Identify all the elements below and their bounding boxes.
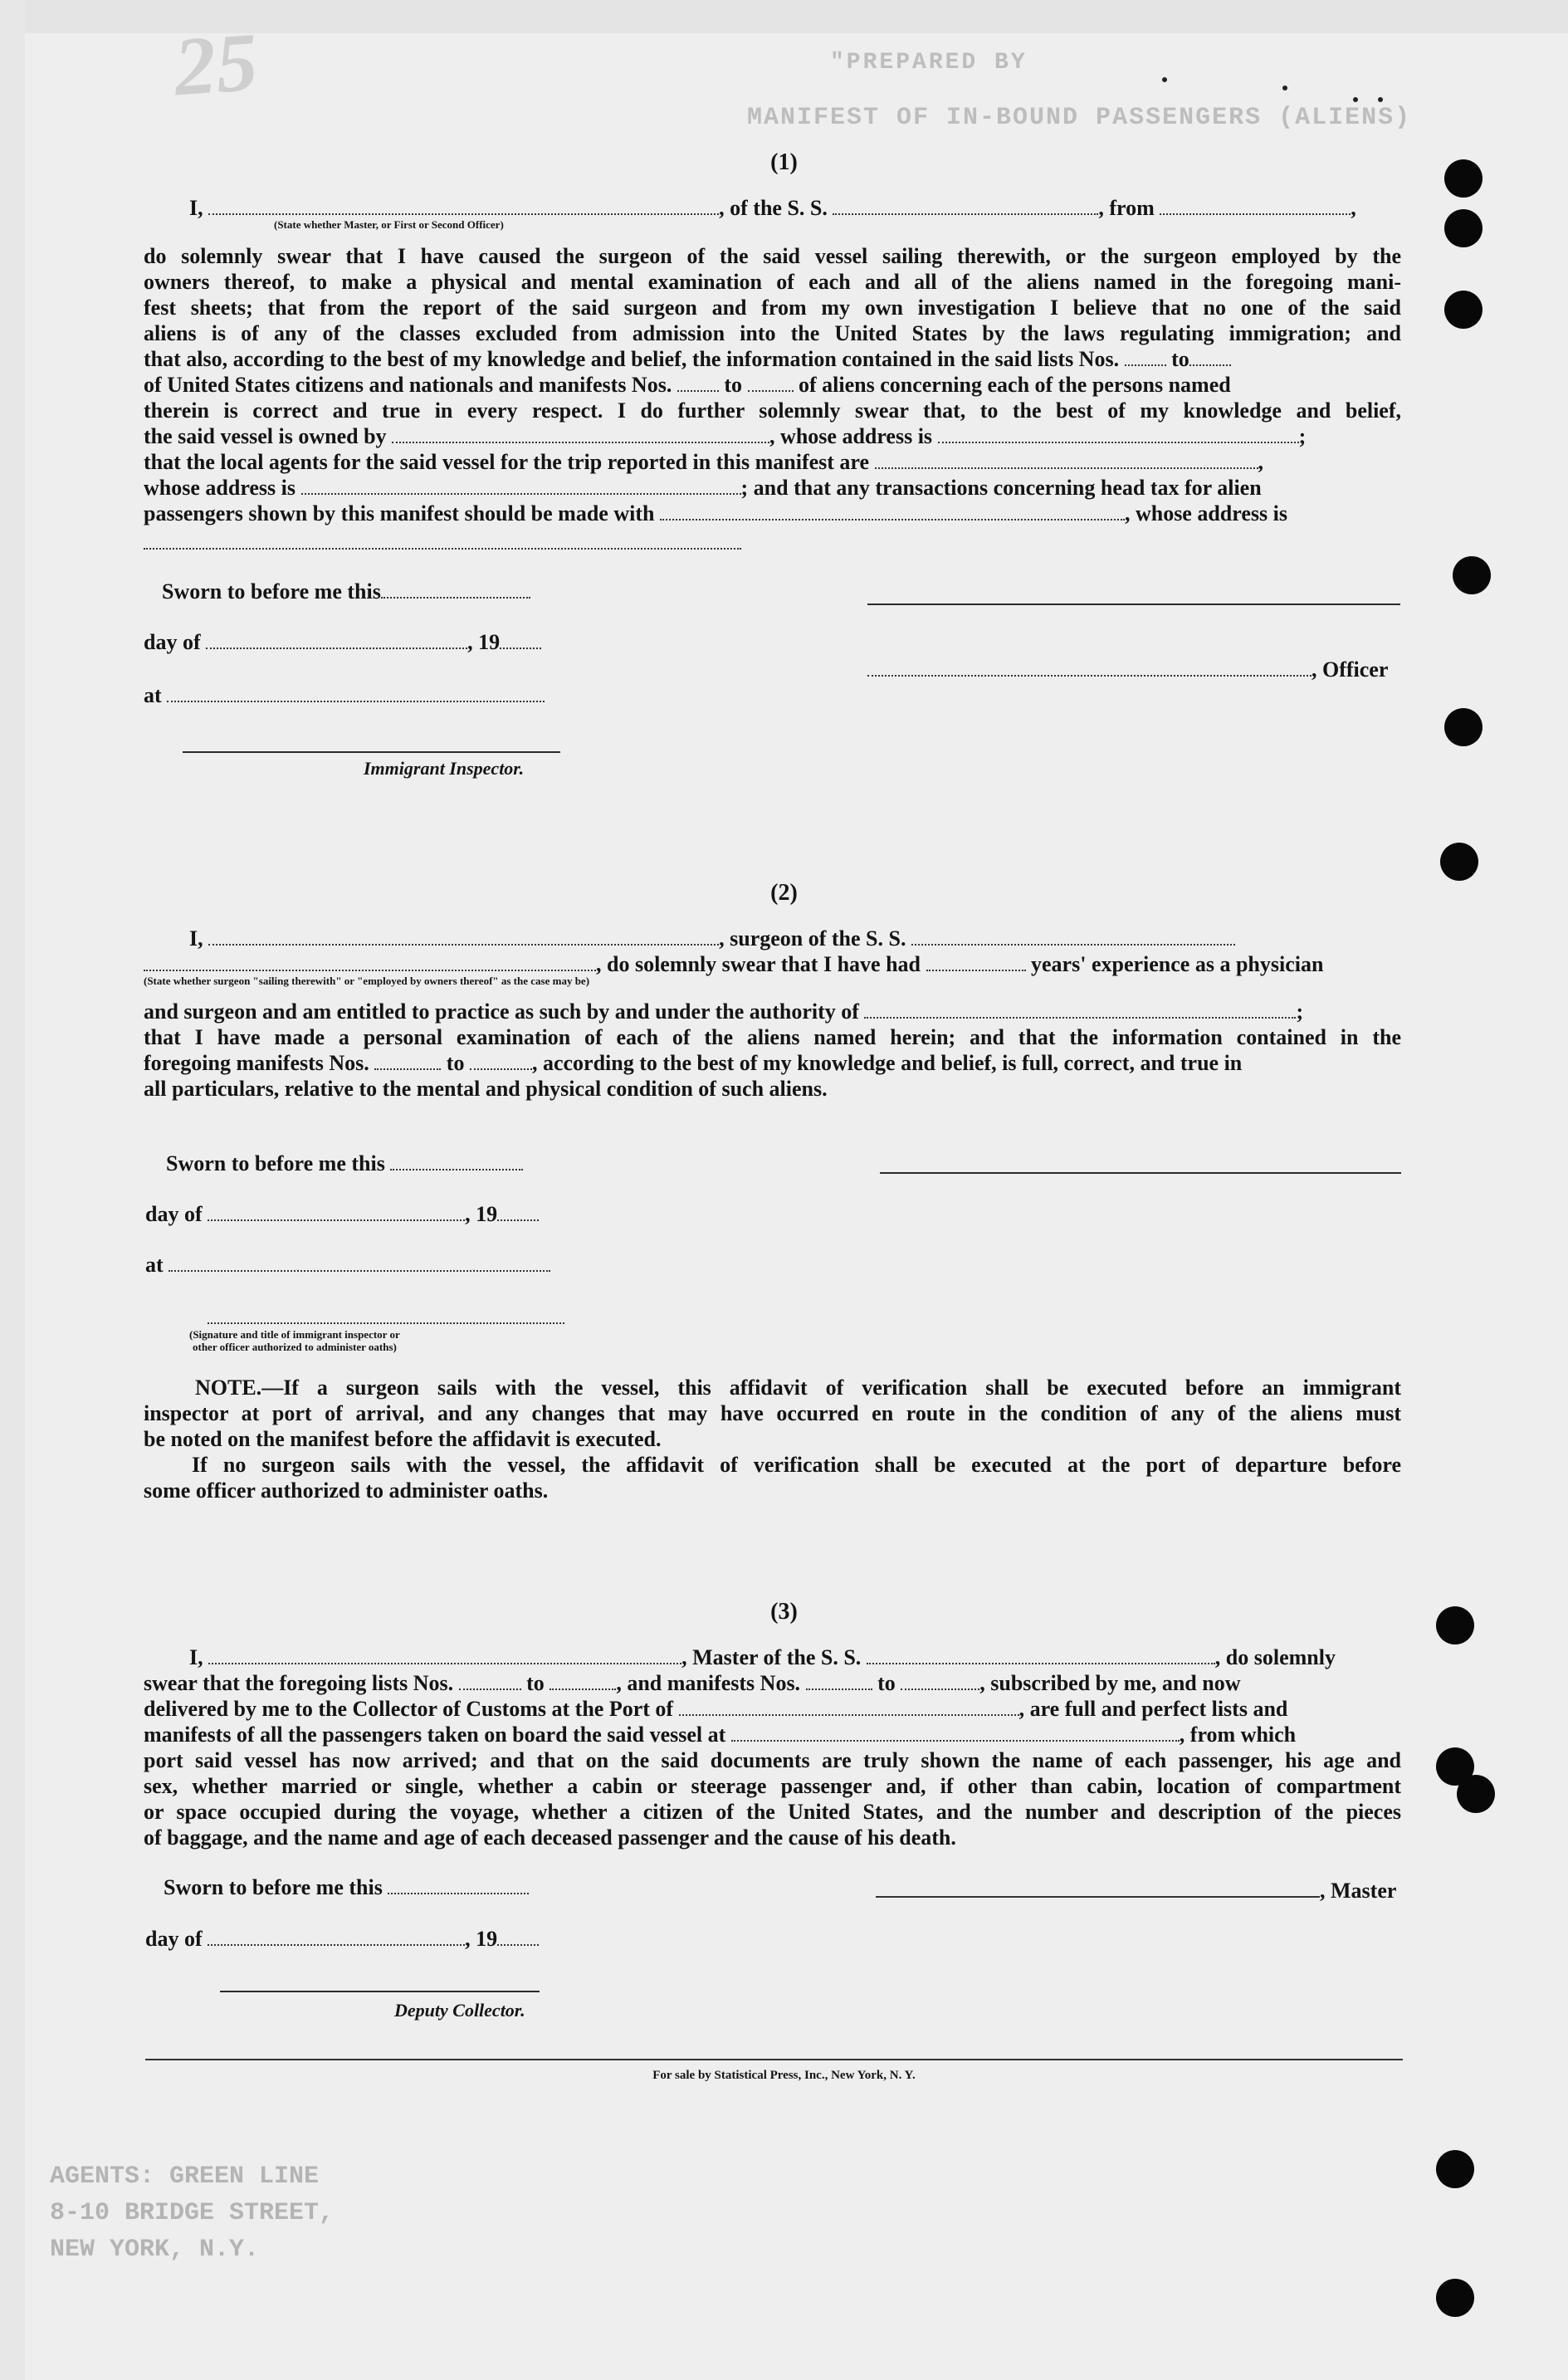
agents-line-2: 8-10 BRIDGE STREET, (50, 2199, 335, 2227)
footer-rule (145, 2059, 1403, 2060)
vessel-name-field[interactable] (833, 197, 1098, 215)
note-line-1 (144, 1375, 1401, 1400)
pronoun-label: I, (189, 926, 203, 951)
section-2-line-2 (144, 951, 1414, 977)
bleed-through-prepared-by: "PREPARED BY (830, 50, 1028, 76)
officer-label: , Officer (1312, 657, 1389, 682)
note2-line-2: some officer authorized to administer oaths. (144, 1478, 549, 1503)
section-3-body-4: of baggage, and the name and age of each deceased passenger and the cause of his death. (144, 1825, 956, 1850)
manifests-to-field[interactable] (748, 374, 794, 392)
year-label: , 19 (467, 630, 501, 654)
section-3-number: (3) (770, 1599, 798, 1625)
lists-to-field[interactable] (550, 1672, 616, 1690)
note-label: NOTE. (195, 1376, 262, 1400)
head-tax-party-field[interactable] (660, 502, 1125, 520)
officer-name-field[interactable] (208, 197, 719, 215)
pronoun-label: I, (189, 1645, 203, 1669)
from-which-text: , from which (1179, 1723, 1297, 1747)
sworn-label: Sworn to before me this (164, 1875, 383, 1899)
section-1-day-of (144, 629, 541, 655)
master-signature-field[interactable] (876, 1879, 1320, 1898)
master-name-field[interactable] (208, 1646, 681, 1664)
section-3-body-1: port said vessel has now arrived; and that on the said documents are truly shown the name of each passenger, his age and (144, 1748, 1401, 1772)
handwritten-page-number: 25 (171, 15, 261, 114)
agents-line-3: NEW YORK, N.Y. (50, 2236, 260, 2264)
punch-hole (1436, 2150, 1474, 2188)
section-1-body-2: owners thereof, to make a physical and mental examination of each and all of the aliens named in the foregoing mani- (144, 270, 1401, 294)
lists-from-field[interactable] (1125, 348, 1166, 366)
semicolon: ; (1296, 999, 1304, 1024)
year-label: , 19 (465, 1202, 498, 1226)
of-ss-label: , of the S. S. (719, 196, 828, 220)
punch-hole (1457, 1775, 1495, 1813)
surgeon-capacity-caption: (State whether surgeon "sailing therewith" or "employed by owners thereof" as the case may be) (144, 975, 590, 987)
section-3-line-4 (144, 1722, 1414, 1747)
day-of-field[interactable] (208, 1928, 465, 1946)
day-of-label: day of (144, 630, 201, 654)
local-agents-field[interactable] (875, 451, 1258, 469)
section-2-sworn (166, 1151, 523, 1176)
whose-address-label: , whose address is (769, 424, 933, 448)
note-text: —If a surgeon sails with the vessel, this affidavit of verification shall be executed before an immigrant (261, 1376, 1401, 1400)
to-label: to (724, 373, 742, 397)
day-of-field[interactable] (206, 631, 467, 649)
day-of-label: day of (145, 1927, 203, 1951)
scan-speck (1353, 97, 1358, 102)
section-3-sworn (164, 1874, 529, 1900)
agents-address-field[interactable] (301, 476, 741, 495)
scan-edge-left (0, 0, 25, 2380)
inspector-signature-line[interactable] (183, 751, 560, 753)
section-2-line-5 (144, 1050, 1414, 1076)
to-label: to (526, 1671, 545, 1695)
section-1-number: (1) (770, 149, 798, 175)
manifests-to-field[interactable] (470, 1052, 532, 1070)
foregoing-lists-text: swear that the foregoing lists Nos. (144, 1671, 454, 1695)
surgeon-of-ss-label: , surgeon of the S. S. (719, 926, 906, 951)
scan-speck (1378, 97, 1383, 102)
section-2-at (145, 1252, 550, 1278)
head-tax-text: ; and that any transactions concerning head tax for alien (740, 476, 1262, 500)
owner-field[interactable] (392, 425, 769, 443)
note2-line-1: If no surgeon sails with the vessel, the affidavit of verification shall be executed at the port of departure before (192, 1453, 1401, 1477)
punch-hole (1444, 209, 1483, 247)
section-3-day-of (145, 1926, 539, 1952)
section-2-line-6: all particulars, relative to the mental and physical condition of such aliens. (144, 1077, 828, 1101)
agents-text: that the local agents for the said vessel for the trip reported in this manifest are (144, 450, 870, 474)
authority-field[interactable] (864, 1000, 1296, 1019)
manifests-text-b: of aliens concerning each of the persons named (799, 373, 1231, 397)
origin-port-field[interactable] (1160, 197, 1351, 215)
at-place-field[interactable] (167, 684, 545, 702)
comma: , (1351, 196, 1356, 220)
and-manifests-text: , and manifests Nos. (616, 1671, 801, 1695)
deputy-signature-line[interactable] (220, 1991, 540, 1992)
do-solemnly-text: , do solemnly (1214, 1645, 1336, 1669)
section-1-at (144, 682, 545, 708)
punch-hole (1444, 708, 1483, 746)
year-field[interactable] (500, 631, 541, 649)
section-1-lists-line (144, 346, 1414, 372)
at-label: at (145, 1253, 164, 1277)
printer-footer: For sale by Statistical Press, Inc., New York, N. Y. (652, 2069, 916, 2082)
at-place-field[interactable] (169, 1254, 550, 1272)
to-label: to (1171, 347, 1189, 371)
section-3-body-2: sex, whether married or single, whether a cabin or steerage passenger and, if other than cabin, location of compartment (144, 1774, 1401, 1798)
lists-text: that also, according to the best of my knowledge and belief, the information contained in the said lists Nos. (144, 347, 1120, 371)
year-field[interactable] (497, 1928, 539, 1946)
officer-signature-line (867, 657, 1400, 682)
section-1-body-4: aliens is of any of the classes excluded from admission into the United States by the laws regulating immigration; and (144, 321, 1401, 345)
signature-caption-2: other officer authorized to administer oaths) (193, 1341, 397, 1353)
manifests-to-field[interactable] (901, 1672, 979, 1690)
manifests-from-field[interactable] (806, 1672, 872, 1690)
sworn-date-field[interactable] (381, 580, 530, 599)
section-1-passengers-line (144, 501, 1414, 526)
sworn-date-field[interactable] (388, 1876, 529, 1894)
sworn-date-field[interactable] (390, 1152, 523, 1170)
port-field[interactable] (679, 1698, 1019, 1716)
whose-address-label: , whose address is (1124, 501, 1287, 525)
section-1-sworn (162, 579, 530, 604)
semicolon: ; (1298, 424, 1307, 448)
full-perfect-text: , are full and perfect lists and (1018, 1697, 1288, 1721)
authority-text: and surgeon and am entitled to practice as such by and under the authority of (144, 999, 859, 1024)
inspector-signature-field[interactable] (208, 1322, 564, 1324)
collector-text: delivered by me to the Collector of Customs at the Port of (144, 1697, 674, 1721)
note-line-3: be noted on the manifest before the affidavit is executed. (144, 1427, 662, 1451)
section-2-day-of (145, 1201, 539, 1227)
signature-caption-1: (Signature and title of immigrant inspector or (189, 1328, 400, 1341)
section-3-line-1 (189, 1644, 1409, 1670)
section-3-line-3 (144, 1696, 1414, 1722)
sworn-label: Sworn to before me this (166, 1151, 385, 1175)
scan-speck (1162, 77, 1167, 82)
section-1-body-1: do solemnly swear that I have caused the surgeon of the said vessel sailing therewith, or the surgeon employed by the (144, 244, 1401, 268)
manifests-text: of United States citizens and nationals and manifests Nos. (144, 373, 672, 397)
scan-speck (1282, 86, 1287, 90)
comma: , (1258, 450, 1264, 474)
immigrant-inspector-label: Immigrant Inspector. (364, 758, 525, 779)
surgeon-vessel-field[interactable] (911, 927, 1235, 946)
section-2-line-3 (144, 999, 1414, 1024)
pronoun-label: I, (189, 196, 203, 220)
deputy-collector-label: Deputy Collector. (394, 2000, 525, 2021)
master-signature-line (876, 1878, 1407, 1904)
section-1-whose-line (144, 475, 1414, 501)
section-2-number: (2) (770, 880, 798, 906)
lists-from-field[interactable] (459, 1672, 521, 1690)
bleed-through-manifest-title: MANIFEST OF IN-BOUND PASSENGERS (ALIENS) (747, 104, 1412, 132)
to-label: to (877, 1671, 896, 1695)
from-label: , from (1098, 196, 1155, 220)
solemnly-swear-text: , do solemnly swear that I have had (596, 952, 921, 976)
manifests-from-field[interactable] (374, 1052, 441, 1070)
officer-signature-field[interactable] (867, 658, 1312, 677)
master-vessel-field[interactable] (867, 1646, 1215, 1664)
section-3-line-2 (144, 1670, 1414, 1696)
section-1-correct-line: therein is correct and true in every respect. I do further solemnly swear that, to the best of my knowledge and belief, (144, 398, 1401, 423)
boarding-port-field[interactable] (731, 1723, 1180, 1742)
punch-hole (1440, 843, 1478, 881)
section-1-owned-line (144, 423, 1414, 449)
note-line-2: inspector at port of arrival, and any changes that may have occurred en route in the condition of any of the aliens must (144, 1401, 1401, 1425)
section-2-line-4: that I have made a personal examination of each of the aliens named herein; and that the information contained in the (144, 1025, 1401, 1049)
subscribed-text: , subscribed by me, and now (979, 1671, 1241, 1695)
master-label: , Master (1320, 1879, 1397, 1903)
foregoing-manifests-text: foregoing manifests Nos. (144, 1051, 369, 1075)
punch-hole (1436, 2279, 1474, 2317)
at-label: at (144, 683, 162, 707)
surgeon-signature-line[interactable] (880, 1172, 1401, 1174)
lists-to-field[interactable] (1189, 348, 1231, 366)
signature-line[interactable] (867, 604, 1400, 605)
owner-address-field[interactable] (938, 425, 1299, 443)
agents-line-1: AGENTS: GREEN LINE (50, 2163, 320, 2191)
section-1-body-3: fest sheets; that from the report of the said surgeon and from my own investigation I believe that no one of the said (144, 296, 1401, 320)
years-experience-field[interactable] (926, 953, 1026, 971)
sworn-label: Sworn to before me this (162, 579, 381, 604)
year-field[interactable] (497, 1203, 539, 1221)
head-tax-address-field[interactable] (144, 548, 741, 550)
master-of-ss-label: , Master of the S. S. (681, 1645, 862, 1669)
section-1-line-1 (189, 195, 1401, 221)
day-of-field[interactable] (208, 1203, 465, 1221)
surgeon-capacity-field[interactable] (144, 953, 596, 971)
owned-text: the said vessel is owned by (144, 424, 387, 448)
section-1-agents-line (144, 449, 1414, 475)
manifests-from-field[interactable] (677, 374, 719, 392)
punch-hole (1444, 291, 1483, 329)
whose-address-text: whose address is (144, 476, 296, 500)
bleed-through-agents-stamp (50, 2158, 334, 2268)
section-2-line-1 (189, 926, 1409, 951)
year-label: , 19 (465, 1927, 498, 1951)
section-1-manifests-line (144, 372, 1414, 398)
passengers-text: passengers shown by this manifest should be made with (144, 501, 655, 525)
taken-on-board-text: manifests of all the passengers taken on board the said vessel at (144, 1723, 726, 1747)
day-of-label: day of (145, 1202, 203, 1226)
knowledge-belief-text: , according to the best of my knowledge and belief, is full, correct, and true in (531, 1051, 1243, 1075)
section-3-body-3: or space occupied during the voyage, whether a citizen of the United States, and the number and description of the pieces (144, 1800, 1401, 1824)
punch-hole (1453, 556, 1491, 594)
surgeon-name-field[interactable] (208, 927, 719, 946)
to-label: to (446, 1051, 465, 1075)
officer-rank-caption: (State whether Master, or First or Second Officer) (274, 218, 504, 231)
years-experience-text: years' experience as a physician (1031, 952, 1324, 976)
